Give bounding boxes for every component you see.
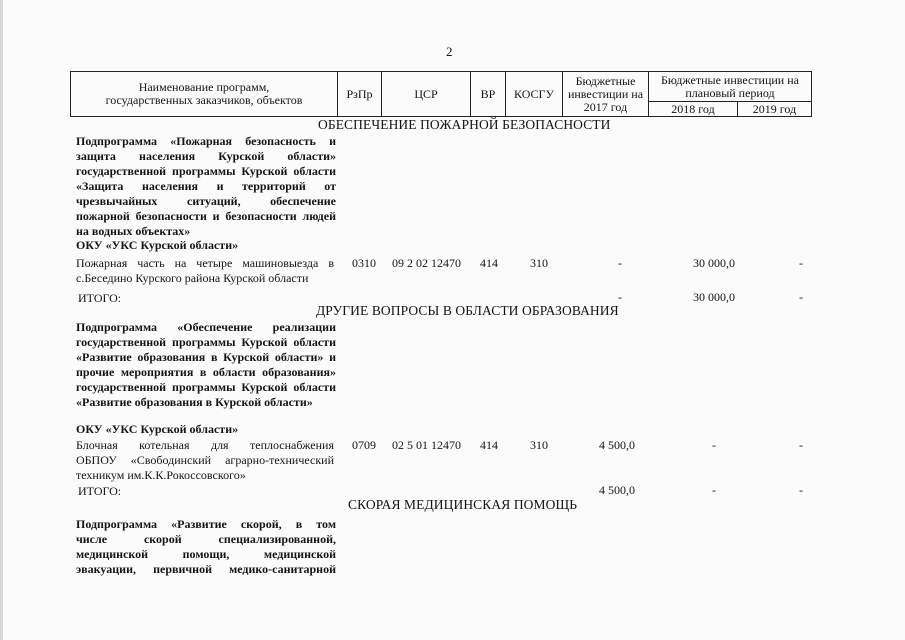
subprogram-ambulance bbox=[76, 517, 336, 577]
csr-value: 09 2 02 12470 bbox=[392, 256, 461, 270]
value-2018: 30 000,0 bbox=[693, 256, 735, 270]
total-label: ИТОГО: bbox=[78, 484, 122, 498]
vr-value: 414 bbox=[480, 256, 498, 270]
value-2019: - bbox=[799, 438, 803, 452]
value-2018: - bbox=[712, 438, 716, 452]
object-line: с.Беседино Курского района Курской области bbox=[76, 271, 309, 285]
section-title-education: ДРУГИЕ ВОПРОСЫ В ОБЛАСТИ ОБРАЗОВАНИЯ bbox=[316, 303, 619, 318]
subprogram-line: медицинской помощи, медицинской bbox=[76, 547, 336, 561]
header-name-line-1: Наименование программ, bbox=[138, 80, 270, 94]
header-csr: ЦСР bbox=[382, 72, 471, 117]
subprogram-line: числе скорой специализированной, bbox=[76, 532, 336, 546]
value-2017: - bbox=[618, 256, 622, 270]
section-title-ambulance: СКОРАЯ МЕДИЦИНСКАЯ ПОМОЩЬ bbox=[348, 497, 578, 512]
value-2017: 4 500,0 bbox=[599, 438, 635, 452]
header-planned-period bbox=[649, 72, 812, 102]
subprogram-line: эвакуации, первичной медико-санитарной bbox=[76, 562, 336, 576]
header-name-line-2: государственных заказчиков, объектов bbox=[105, 93, 303, 107]
kosgu-value: 310 bbox=[530, 256, 548, 270]
header-planned-line-2: плановый период bbox=[685, 85, 775, 100]
customer-label: ОКУ «УКС Курской области» bbox=[76, 238, 239, 252]
total-2017: - bbox=[618, 290, 622, 304]
header-invest-line-2: инвестиции на bbox=[567, 86, 644, 101]
object-line: техникум им.К.К.Рокоссовского» bbox=[76, 468, 246, 482]
total-2019: - bbox=[799, 290, 803, 304]
table-header bbox=[70, 71, 812, 117]
page-number: 2 bbox=[446, 44, 453, 59]
total-label: ИТОГО: bbox=[78, 291, 122, 305]
subprogram-education: Подпрограмма «Обеспечение реализации государственной программы Курской области «Развитие образования в Курской области» и прочие мероприятия в области образования» государственной программы Курской области «Развитие образования в Курской области» bbox=[76, 320, 336, 409]
header-kosgu: КОСГУ bbox=[506, 72, 563, 117]
header-year-2019: 2019 год bbox=[738, 102, 812, 117]
header-vr: ВР bbox=[471, 72, 506, 117]
object-name-boiler-house bbox=[76, 438, 334, 483]
header-year-2018: 2018 год bbox=[649, 102, 738, 117]
object-line: ОБПОУ «Свободинский аграрно-технический bbox=[76, 453, 334, 467]
section-title-fire-safety: ОБЕСПЕЧЕНИЕ ПОЖАРНОЙ БЕЗОПАСНОСТИ bbox=[318, 117, 611, 132]
object-line: Пожарная часть на четыре машиновыезда в bbox=[76, 256, 334, 270]
object-name-fire-station bbox=[76, 256, 334, 286]
header-invest-line-3: 2017 год bbox=[583, 99, 628, 114]
header-invest-line-1: Бюджетные bbox=[575, 73, 636, 88]
page-edge bbox=[0, 0, 3, 640]
csr-value: 02 5 01 12470 bbox=[392, 438, 461, 452]
rzpr-value: 0310 bbox=[352, 256, 376, 270]
header-invest-2017 bbox=[563, 72, 649, 117]
total-2019: - bbox=[799, 483, 803, 497]
object-line: Блочная котельная для теплоснабжения bbox=[76, 438, 334, 452]
value-2019: - bbox=[799, 256, 803, 270]
customer-label: ОКУ «УКС Курской области» bbox=[76, 422, 239, 436]
kosgu-value: 310 bbox=[530, 438, 548, 452]
vr-value: 414 bbox=[480, 438, 498, 452]
subprogram-fire-safety: Подпрограмма «Пожарная безопасность и защита населения Курской области» государственной программы Курской области «Защита населения и территорий от чрезвычайных ситуаций, обеспечение пожарной безопасности и безопасности людей на водных объектах» bbox=[76, 134, 336, 238]
subprogram-line: Подпрограмма «Развитие скорой, в том bbox=[76, 517, 336, 531]
total-2018: 30 000,0 bbox=[693, 290, 735, 304]
rzpr-value: 0709 bbox=[352, 438, 376, 452]
header-name-cell bbox=[71, 72, 338, 117]
total-2018: - bbox=[712, 483, 716, 497]
total-2017: 4 500,0 bbox=[599, 483, 635, 497]
header-planned-line-1: Бюджетные инвестиции на bbox=[661, 72, 799, 87]
header-rzpr: РзПр bbox=[338, 72, 382, 117]
